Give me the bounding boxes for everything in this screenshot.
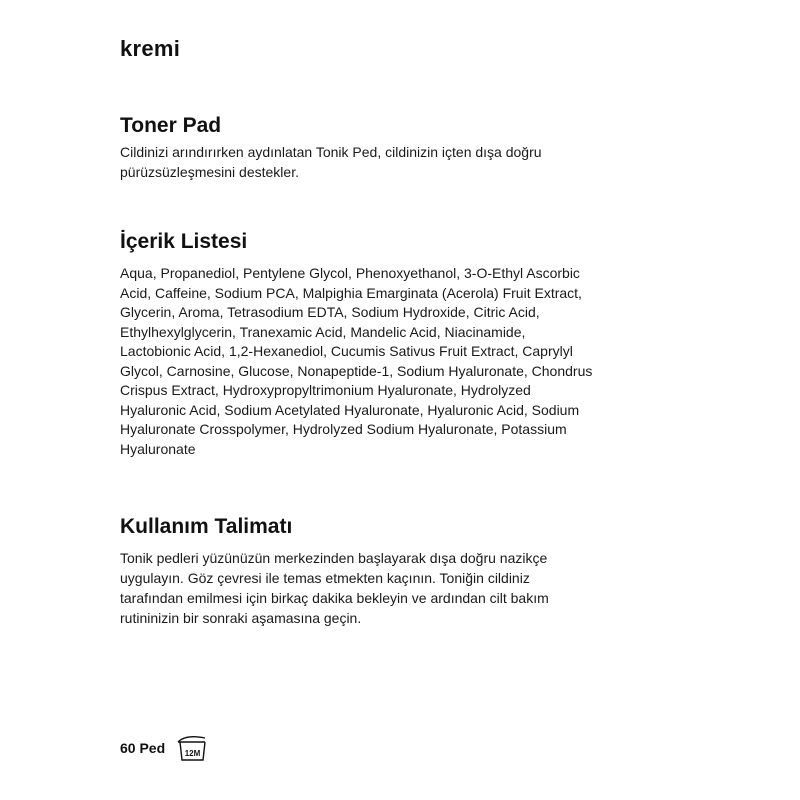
- brand-logo: kremi: [120, 36, 181, 61]
- ingredients-list: Aqua, Propanediol, Pentylene Glycol, Phenoxyethanol, 3-O-Ethyl Ascorbic Acid, Caffeine, Sodium PCA, Malpighia Emarginata (Acerola) Fruit Extract, Glycerin, Aroma, Tetrasodium EDTA, Sodium Hydroxide, Citric Acid, Ethylhexylglycerin, Tranexamic Acid, Mandelic Acid, Niacinamide, Lactobionic Acid, 1,2-Hexanediol, Cucumis Sativus Fruit Extract, Caprylyl Glycol, Carnosine, Glucose, Nonapeptide-1, Sodium Hyaluronate, Chondrus Crispus Extract, Hydroxypropyltrimonium Hyaluronate, Hydrolyzed Hyaluronic Acid, Sodium Acetylated Hyaluronate, Hyaluronic Acid, Sodium Hyaluronate Crosspolymer, Hydrolyzed Sodium Hyaluronate, Potassium Hyaluronate: [120, 265, 593, 457]
- toner-description: Cildinizi arındırırken aydınlatan Tonik Ped, cildinizin içten dışa doğru pürüzsüzleşmesini destekler.: [120, 144, 542, 180]
- ingredients-title: İçerik Listesi: [120, 230, 248, 253]
- open-jar-icon: [175, 733, 209, 763]
- pao-label: 12M: [184, 749, 201, 758]
- usage-instructions: Tonik pedleri yüzünüzün merkezinden başlayarak dışa doğru nazikçe uygulayın. Göz çevresi ile temas etmekten kaçının. Toniğin cildiniz tarafından emilmesi için birkaç dakika bekleyin ve ardından cilt bakım rutininizin bir sonraki aşamasına geçin.: [120, 550, 549, 626]
- footer: [120, 733, 209, 763]
- toner-title: Toner Pad: [120, 114, 222, 137]
- usage-title: Kullanım Talimatı: [120, 515, 293, 538]
- pad-count: 60 Ped: [120, 740, 166, 756]
